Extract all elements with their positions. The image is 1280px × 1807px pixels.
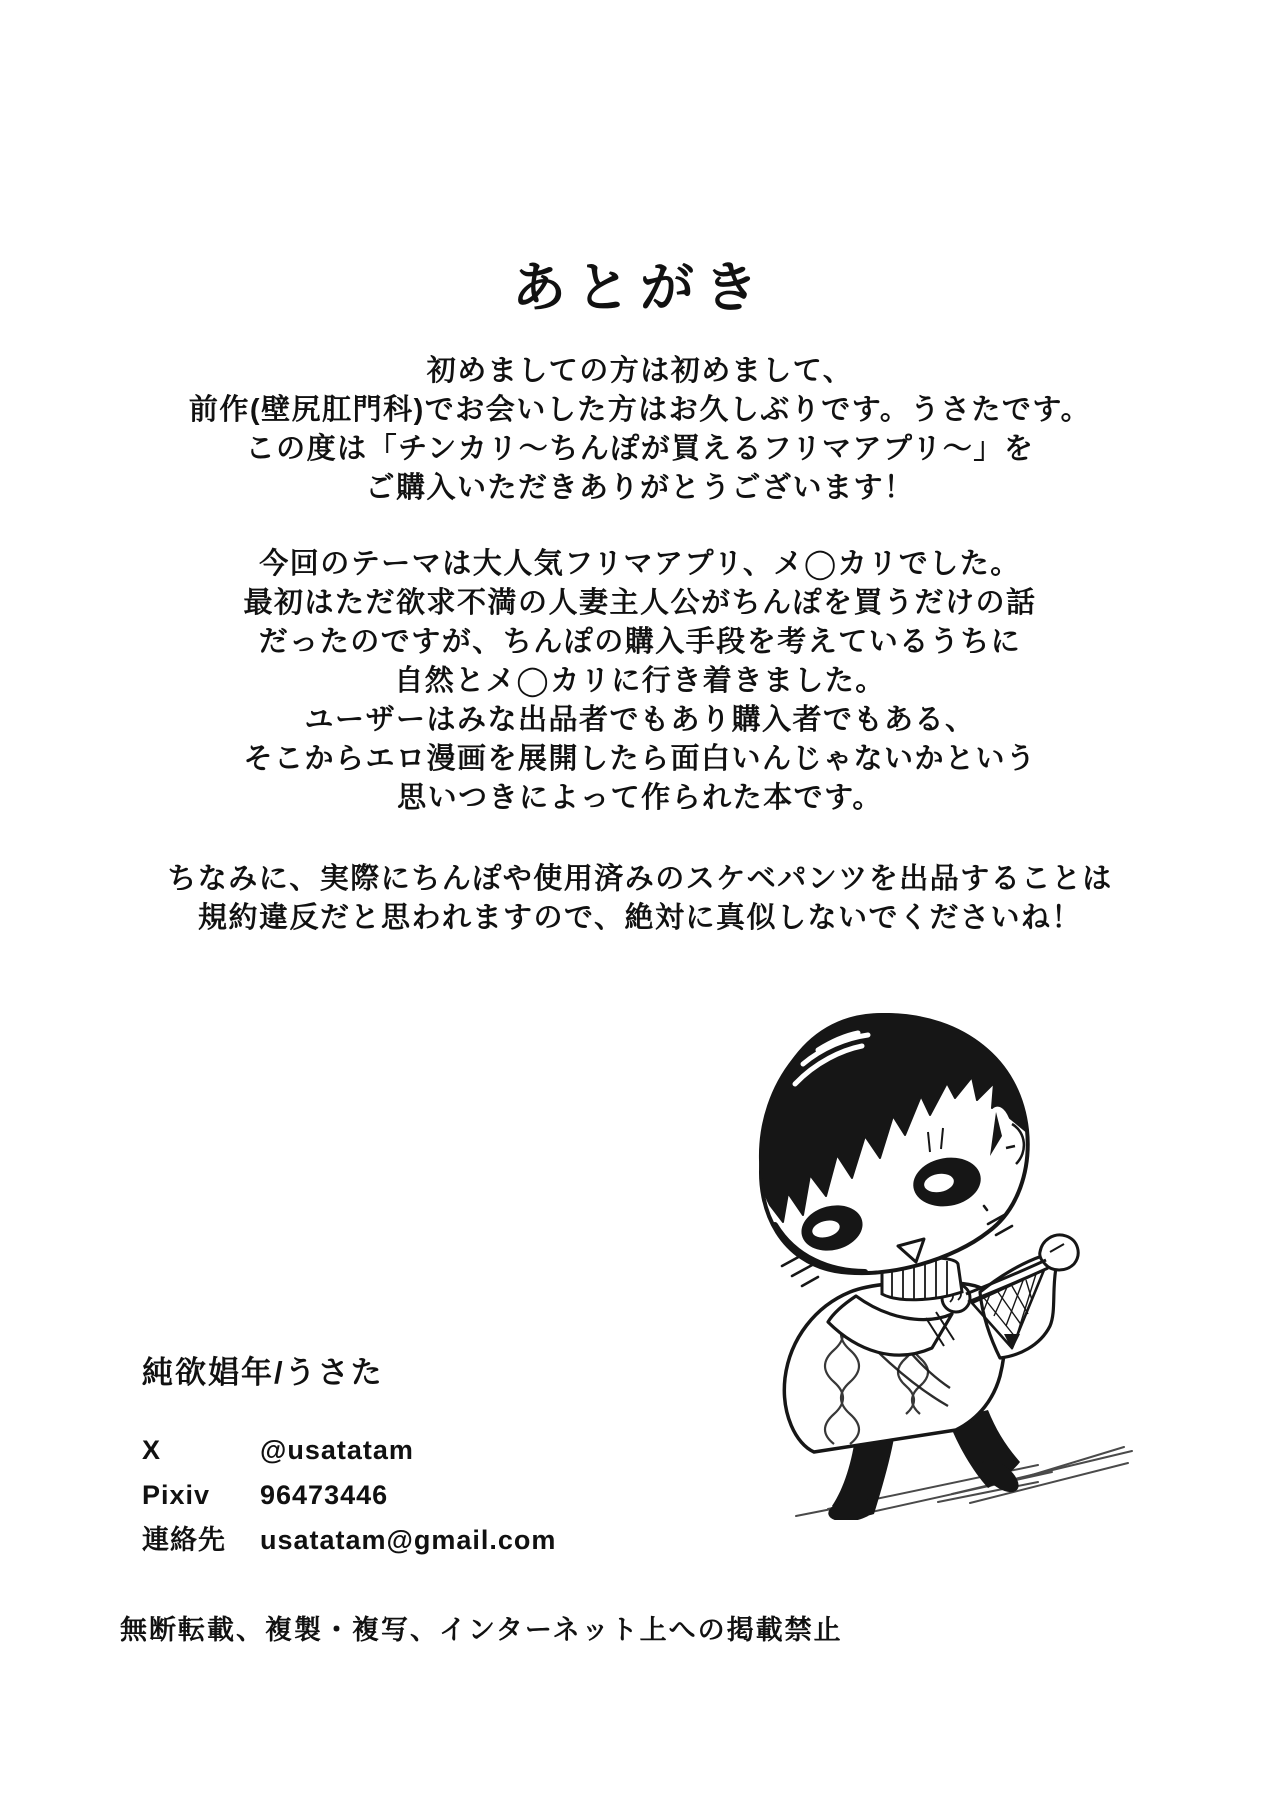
credit-value-pixiv-id: 96473446 bbox=[260, 1480, 389, 1510]
text-line: 初めましての方は初めまして、 bbox=[426, 355, 854, 387]
text-line: 思いつきによって作られた本です。 bbox=[397, 782, 883, 814]
credit-row-x bbox=[142, 1428, 556, 1473]
text-line: ユーザーはみな出品者でもあり購入者でもある、 bbox=[304, 704, 976, 736]
text-line: 最初はただ欲求不満の人妻主人公がちんぽを買うだけの話 bbox=[243, 587, 1037, 619]
character-right-hand bbox=[1040, 1235, 1078, 1270]
text-line: そこからエロ漫画を展開したら面白いんじゃないかという bbox=[243, 743, 1037, 775]
chibi-character-illustration bbox=[700, 1000, 1140, 1520]
credit-label-pixiv: Pixiv bbox=[142, 1480, 211, 1510]
paragraph-disclaimer bbox=[0, 860, 1280, 938]
credit-value-contact-email: usatatam@gmail.com bbox=[260, 1525, 557, 1555]
credit-value-x-handle: @usatatam bbox=[260, 1435, 414, 1465]
text-line: ちなみに、実際にちんぽや使用済みのスケベパンツを出品することは bbox=[167, 863, 1113, 895]
text-line: 自然とメ◯カリに行き着きました。 bbox=[394, 665, 886, 697]
text-line: だったのですが、ちんぽの購入手段を考えているうちに bbox=[258, 626, 1022, 658]
credit-label-x: X bbox=[142, 1435, 162, 1465]
credit-row-contact bbox=[142, 1518, 556, 1563]
text-line: 規約違反だと思われますので、絶対に真似しないでくださいね！ bbox=[198, 902, 1082, 934]
page-title: あとがき bbox=[512, 258, 768, 318]
reproduction-prohibited-notice: 無断転載、複製・複写、インターネット上への掲載禁止 bbox=[120, 1615, 843, 1645]
text-line: ご購入いただきありがとうございます！ bbox=[365, 472, 915, 504]
credit-label-contact: 連絡先 bbox=[142, 1525, 226, 1555]
work-title-author: 純欲娼年/うさた bbox=[142, 1355, 384, 1390]
paragraph-greeting bbox=[0, 352, 1280, 508]
credits-block bbox=[142, 1352, 556, 1563]
paragraph-theme bbox=[0, 545, 1280, 818]
text-line: 前作(壁尻肛門科)でお会いした方はお久しぶりです。うさたです。 bbox=[188, 394, 1092, 426]
text-line: 今回のテーマは大人気フリマアプリ、メ◯カリでした。 bbox=[259, 548, 1021, 580]
credit-row-pixiv bbox=[142, 1473, 556, 1518]
text-line: この度は「チンカリ〜ちんぽが買えるフリマアプリ〜」を bbox=[245, 433, 1035, 465]
